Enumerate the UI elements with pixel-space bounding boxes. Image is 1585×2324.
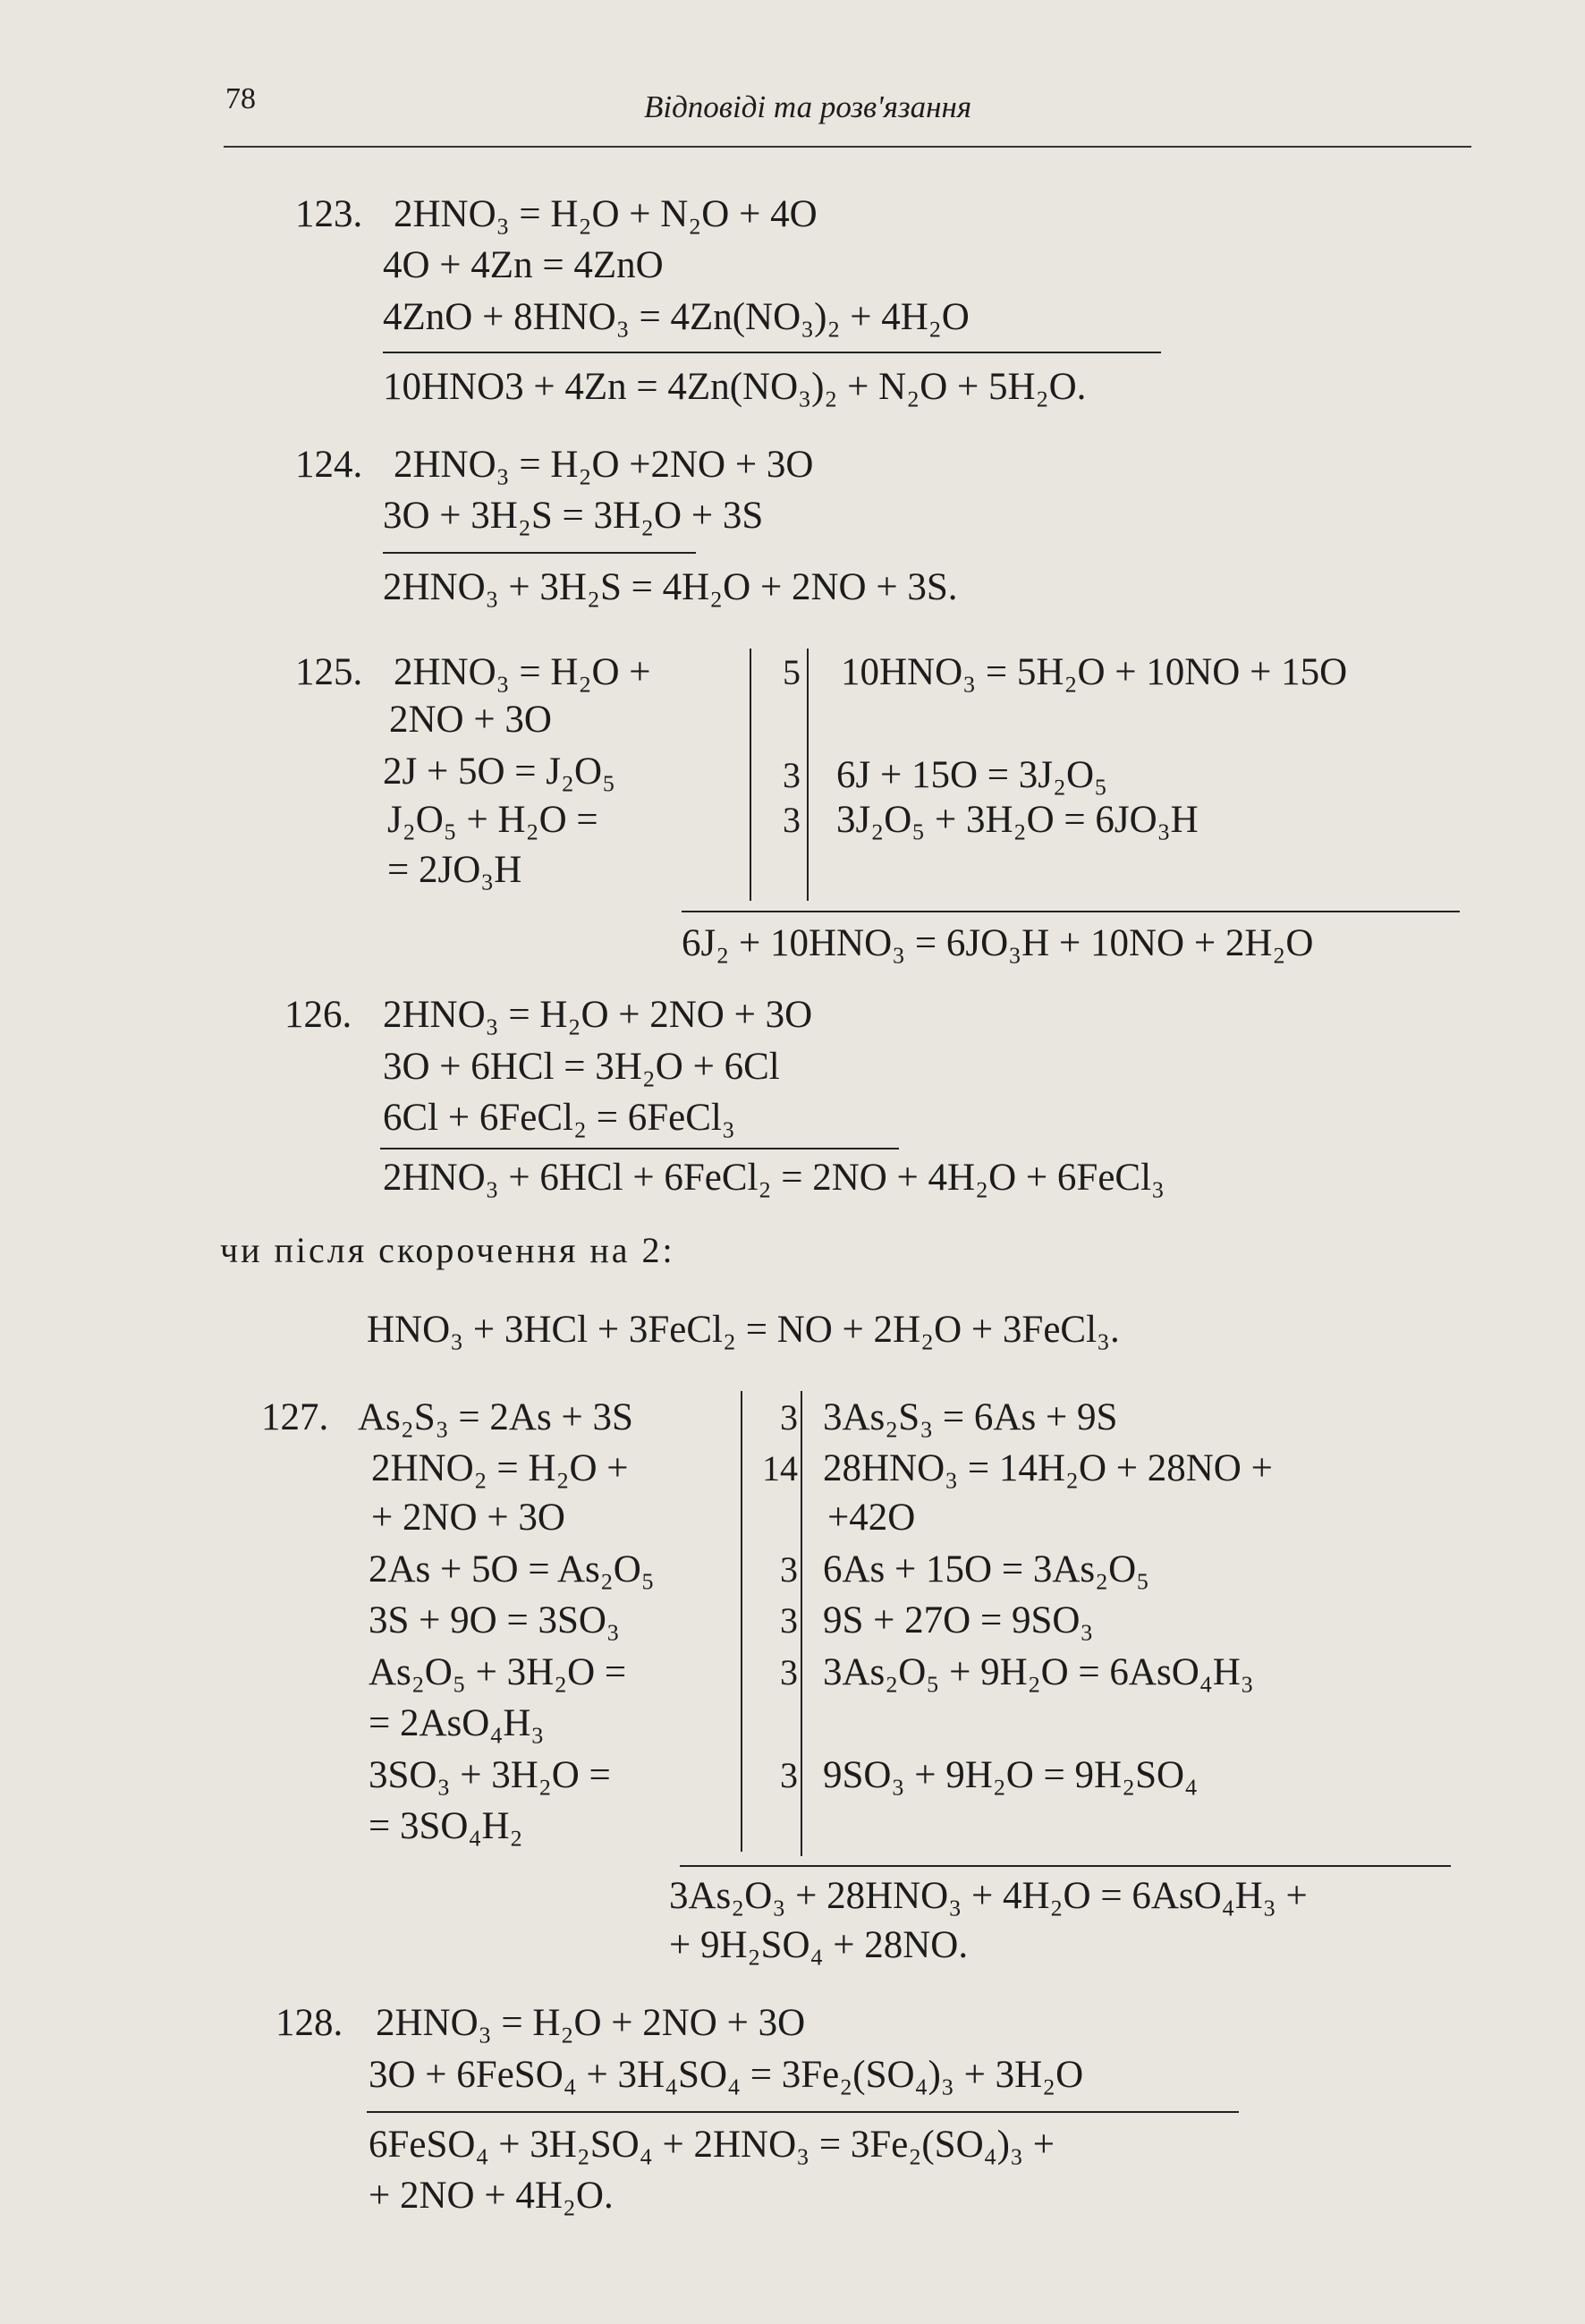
result-equation: 6J₂ + 10HNO₃ = 6JO₃H + 10NO + 2H₂O [682,922,1314,964]
result-equation: 10HNO3 + 4Zn = 4Zn(NO₃)₂ + N₂O + 5H₂O. [383,366,1087,408]
coefficient: 3 [780,1600,798,1641]
column-divider [807,649,809,901]
equation-line: = 2AsO₄H₃ [369,1702,545,1744]
problem-128-number: 128. [275,2002,343,2044]
coefficient: 3 [780,1397,798,1438]
equation-line: 2HNO₃ = H₂O + [394,651,651,693]
column-divider [741,1391,742,1852]
equation-line: 9SO₃ + 9H₂O = 9H₂SO₄ [823,1754,1199,1796]
equation-line: = 3SO₄H₂ [369,1805,523,1847]
result-equation: 6FeSO₄ + 3H₂SO₄ + 2HNO₃ = 3Fe₂(SO₄)₃ + [369,2124,1055,2166]
running-title: Відповіді та розв'язання [644,89,972,124]
equation-line: 3O + 6FeSO₄ + 3H₄SO₄ = 3Fe₂(SO₄)₃ + 3H₂O [369,2054,1084,2096]
sum-rule [682,911,1460,912]
sum-rule [680,1865,1451,1867]
problem-124-number: 124. [295,444,363,486]
result-equation: 2HNO₃ + 6HCl + 6FeCl₂ = 2NO + 4H₂O + 6FeCl₃ [383,1157,1165,1199]
equation-line: 2HNO₃ = H₂O + 2NO + 3O [376,2002,806,2044]
equation-line: 2J + 5O = J₂O₅ [383,751,616,793]
result-equation: + 9H₂SO₄ + 28NO. [669,1924,969,1966]
equation-line: 9S + 27O = 9SO₃ [823,1599,1094,1641]
equation-line: J₂O₅ + H₂O = [387,799,598,841]
sum-rule [380,1148,899,1149]
reduction-note: чи після скорочення на 2: [220,1230,675,1270]
equation-line: 2NO + 3O [389,699,552,741]
problem-127-number: 127. [261,1396,329,1438]
coefficient: 3 [783,800,801,840]
equation-line: 2HNO₃ = H₂O + 2NO + 3O [383,994,813,1036]
coefficient: 3 [780,1755,798,1795]
coefficient: 3 [780,1652,798,1692]
equation-line: 3SO₃ + 3H₂O = [369,1754,611,1796]
result-equation: + 2NO + 4H₂O. [369,2175,614,2217]
header-rule [224,146,1471,148]
equation-line: 2HNO₂ = H₂O + [371,1447,629,1489]
equation-line: 3O + 6HCl = 3H₂O + 6Cl [383,1046,780,1088]
equation-line: As₂S₃ = 2As + 3S [358,1396,633,1438]
equation-line: 3As₂O₅ + 9H₂O = 6AsO₄H₃ [823,1651,1254,1693]
equation-line: 6Cl + 6FeCl₂ = 6FeCl₃ [383,1097,735,1139]
equation-line: 3As₂S₃ = 6As + 9S [823,1396,1118,1438]
sum-rule [367,2111,1239,2113]
equation-line: 10HNO₃ = 5H₂O + 10NO + 15O [841,651,1348,693]
equation-line: 2HNO₃ = H₂O +2NO + 3O [394,444,814,486]
page-number: 78 [225,82,256,115]
sum-rule [383,352,1161,353]
coefficient: 14 [762,1448,798,1489]
result-equation: 2HNO₃ + 3H₂S = 4H₂O + 2NO + 3S. [383,566,958,608]
equation-line: 4ZnO + 8HNO₃ = 4Zn(NO₃)₂ + 4H₂O [383,296,970,338]
equation-line: 6J + 15O = 3J₂O₅ [836,754,1108,796]
equation-line: 28HNO₃ = 14H₂O + 28NO + [823,1447,1273,1489]
column-divider [801,1391,802,1856]
column-divider [750,649,751,901]
equation-line: + 2NO + 3O [371,1497,565,1539]
equation-line: 2HNO₃ = H₂O + N₂O + 4O [394,193,818,235]
problem-125-number: 125. [295,651,363,693]
coefficient: 5 [783,652,801,692]
equation-line: 3J₂O₅ + 3H₂O = 6JO₃H [836,799,1199,841]
equation-line: 3O + 3H₂S = 3H₂O + 3S [383,495,764,537]
coefficient: 3 [783,755,801,795]
reduced-equation: HNO₃ + 3HCl + 3FeCl₂ = NO + 2H₂O + 3FeCl₃. [367,1309,1120,1351]
problem-126-number: 126. [284,994,352,1036]
equation-line: 6As + 15O = 3As₂O₅ [823,1548,1150,1590]
equation-line: = 2JO₃H [387,849,522,891]
equation-line: 4O + 4Zn = 4ZnO [383,244,664,286]
sum-rule [383,552,696,554]
equation-line: 2As + 5O = As₂O₅ [369,1548,655,1590]
equation-line: 3S + 9O = 3SO₃ [369,1599,620,1641]
equation-line: As₂O₅ + 3H₂O = [369,1651,627,1693]
coefficient: 3 [780,1549,798,1590]
result-equation: 3As₂O₃ + 28HNO₃ + 4H₂O = 6AsO₄H₃ + [669,1875,1308,1917]
equation-line: +42O [827,1497,916,1539]
problem-123-number: 123. [295,193,363,235]
